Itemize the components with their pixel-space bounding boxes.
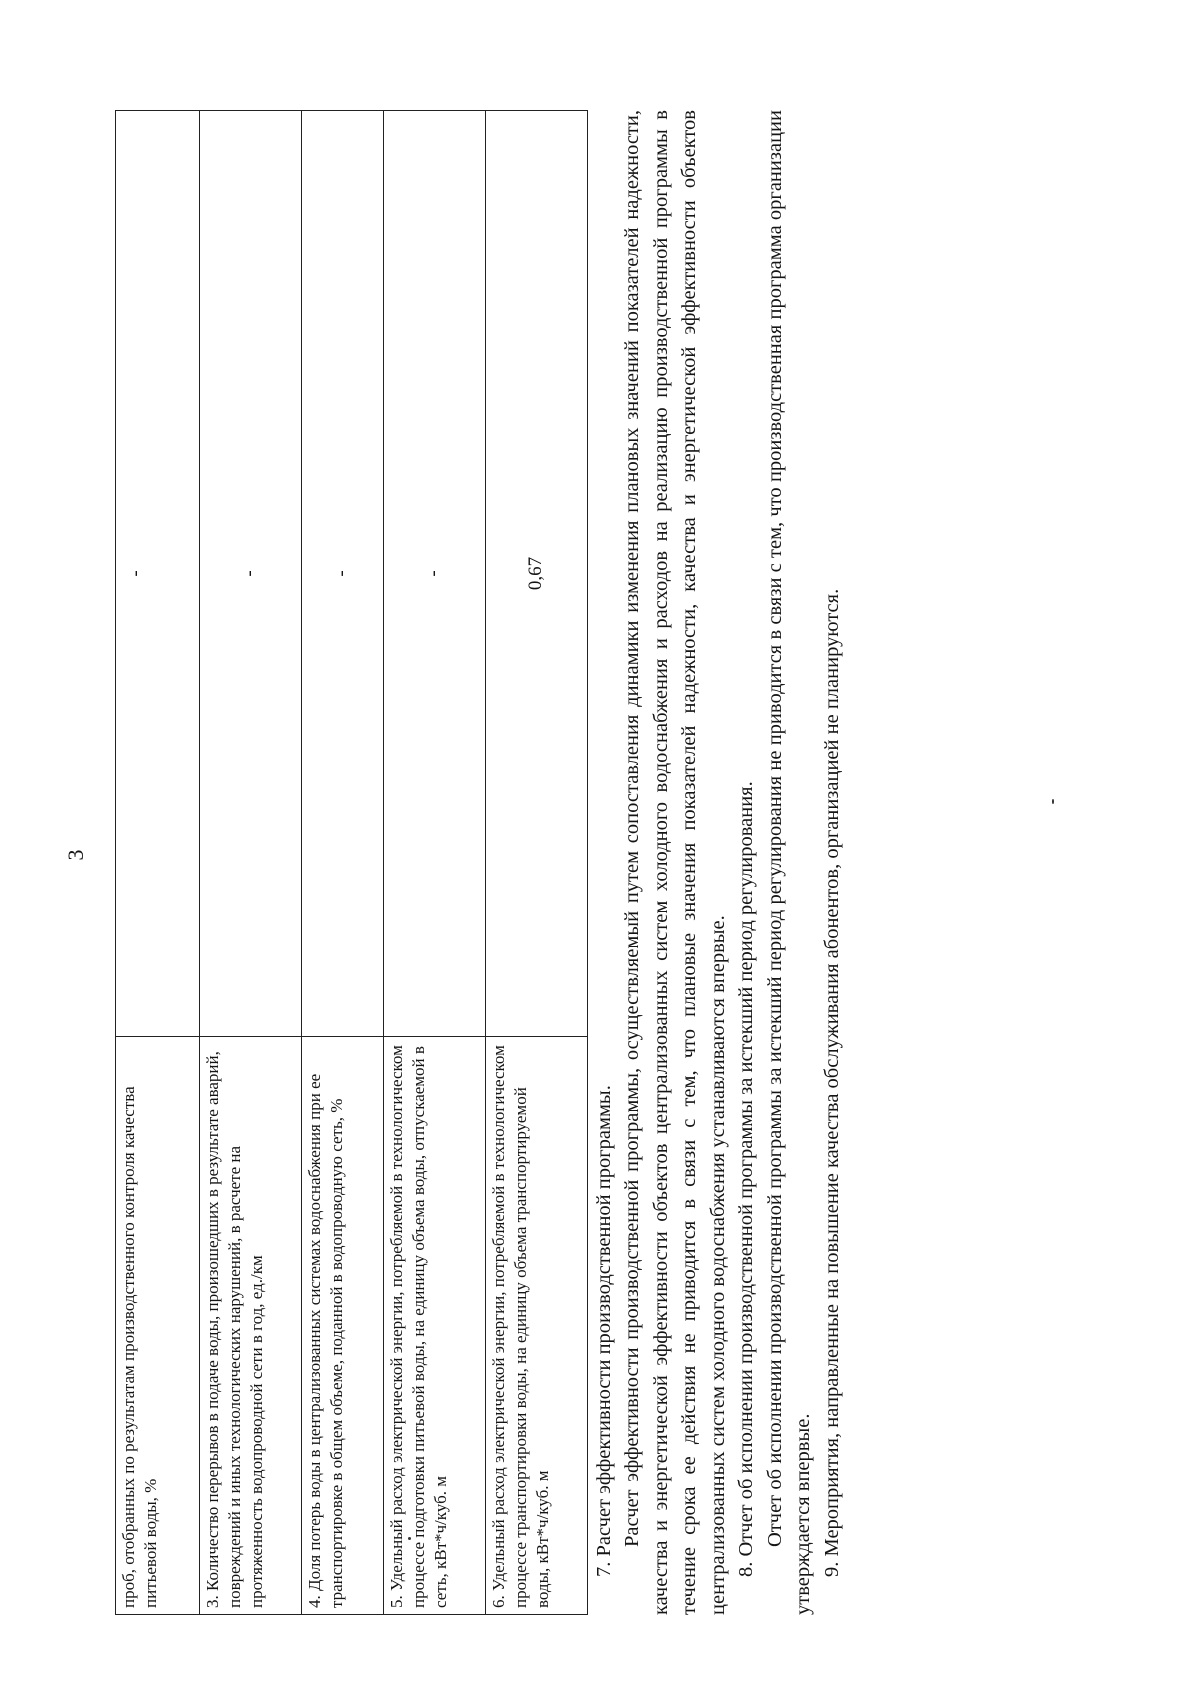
table-cell-label: 5. Удельный расход электрической энергии, потребляемой в технологическом процессе подготовки питьевой воды, на единицу объема воды, отпускаемой в сеть, кВт*ч/куб. м: [384, 1037, 486, 1615]
rotated-page: [63, 95, 995, 1615]
table-cell-value: -: [116, 111, 200, 1037]
table-row: [486, 111, 588, 1615]
table-cell-value: -: [384, 111, 486, 1037]
section-7-title: 7. Расчет эффективности производственной программы.: [593, 1085, 615, 1577]
body-text: [590, 110, 846, 1615]
table-cell-value: 0,67: [486, 111, 588, 1037]
section-8-title: 8. Отчет об исполнении производственной программы за истекший период регулирования.: [735, 781, 758, 1577]
table-cell-value: -: [200, 111, 302, 1037]
table-cell-label: 3. Количество перерывов в подаче воды, произошедших в результате аварий, повреждений и иных технологических нарушений, в расчете на протяженность водопроводной сети в год, ед./км: [200, 1037, 302, 1615]
section-9-title: 9. Мероприятия, направленные на повышение качества обслуживания абонентов, организацией не планируются.: [820, 588, 843, 1577]
table-row: [384, 111, 486, 1615]
indicators-table: [115, 110, 588, 1615]
table-row: [302, 111, 384, 1615]
table-cell-value: -: [302, 111, 384, 1037]
page-number: 3: [63, 849, 88, 861]
scan-speck: [1052, 799, 1054, 804]
section-8-body: Отчет об исполнении производственной программы за истекший период регулирования не приводится в связи с тем, что производственная программа организации утверждается впервые.: [763, 110, 815, 1615]
table-cell-label: 4. Доля потерь воды в централизованных системах водоснабжения при ее транспортировке в общем объеме, поданной в водопроводную сеть, %: [302, 1037, 384, 1615]
table-cell-label: 6. Удельный расход электрической энергии, потребляемой в технологическом процессе транспортировки воды, на единицу объема транспортируемой воды, кВт*ч/куб. м: [486, 1037, 588, 1615]
table-row: [200, 111, 302, 1615]
section-7-body: Расчет эффективности производственной программы, осуществляемый путем сопоставления динамики изменения плановых значений показателей надежности, качества и энергетической эффективности объектов централизованных систем холодного водоснабжения и расходов на реализацию производственной программы в течение срока ее действия не приводится в связи с тем, что плановые значения показателей надежности, качества и энергетической эффективности объектов централизованных систем холодного водоснабжения устанавливаются впервые.: [621, 110, 729, 1615]
table-cell-label: проб, отобранных по результатам производственного контроля качества питьевой воды, %: [116, 1037, 200, 1615]
table-row: [116, 111, 200, 1615]
